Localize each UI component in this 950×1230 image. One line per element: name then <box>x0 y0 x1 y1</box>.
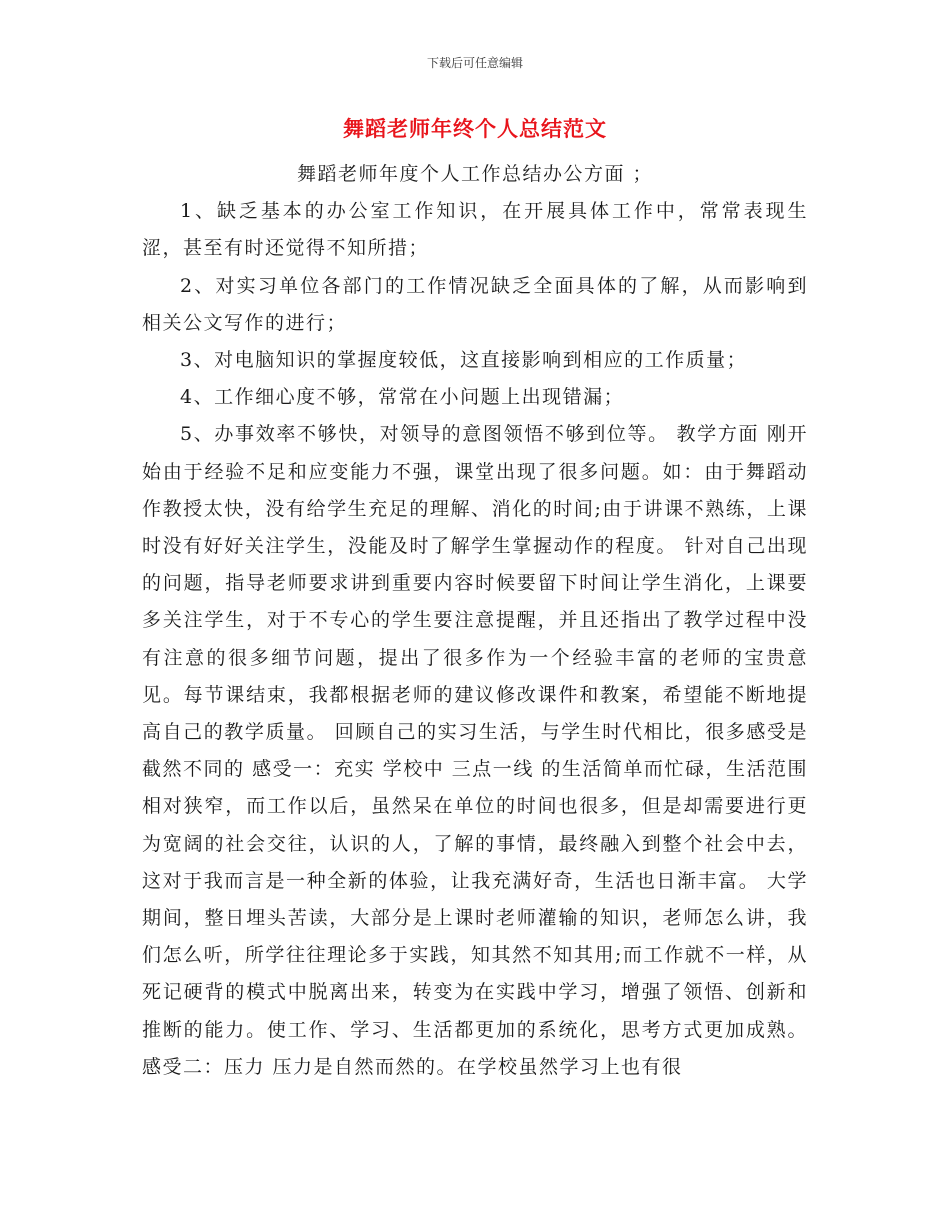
document-title: 舞蹈老师年终个人总结范文 <box>343 117 607 141</box>
paragraph: 2、对实习单位各部门的工作情况缺乏全面具体的了解，从而影响到相关公文写作的进行； <box>142 274 808 334</box>
paragraph: 1、缺乏基本的办公室工作知识，在开展具体工作中，常常表现生涩，甚至有时还觉得不知所措； <box>142 200 808 260</box>
header-note: 下载后可任意编辑 <box>426 56 523 70</box>
document-body <box>142 156 808 1086</box>
paragraph: 5、办事效率不够快，对领导的意图领悟不够到位等。 教学方面 刚开始由于经验不足和应变能力不强，课堂出现了很多问题。如：由于舞蹈动作教授太快，没有给学生充足的理解、消化的时间;由于讲课不熟练，上课时没有好好关注学生，没能及时了解学生掌握动作的程度。 针对自己出现的问题，指导老师要求讲到重要内容时候要留下时间让学生消化，上课要多关注学生，对于不专心的学生要注意提醒，并且还指出了教学过程中没有注意的很多细节问题，提出了很多作为一个经验丰富的老师的宝贵意见。每节课结束，我都根据老师的建议修改课件和教案，希望能不断地提高自己的教学质量。 回顾自己的实习生活，与学生时代相比，很多感受是截然不同的 感受一：充实 学校中 三点一线 的生活简单而忙碌，生活范围相对狭窄，而工作以后，虽然呆在单位的时间也很多，但是却需要进行更为宽阔的社会交往，认识的人，了解的事情，最终融入到整个社会中去，这对于我而言是一种全新的体验，让我充满好奇，生活也日渐丰富。 大学期间，整日埋头苦读，大部分是上课时老师灌输的知识，老师怎么讲，我们怎么听，所学往往理论多于实践，知其然不知其用;而工作就不一样，从死记硬背的模式中脱离出来，转变为在实践中学习，增强了领悟、创新和推断的能力。使工作、学习、生活都更加的系统化，思考方式更加成熟。 感受二：压力 压力是自然而然的。在学校虽然学习上也有很 <box>142 423 808 1078</box>
paragraph: 4、工作细心度不够，常常在小问题上出现错漏； <box>180 386 625 409</box>
paragraph: 3、对电脑知识的掌握度较低，这直接影响到相应的工作质量； <box>180 349 748 372</box>
document-subtitle: 舞蹈老师年度个人工作总结办公方面 ； <box>296 163 654 185</box>
